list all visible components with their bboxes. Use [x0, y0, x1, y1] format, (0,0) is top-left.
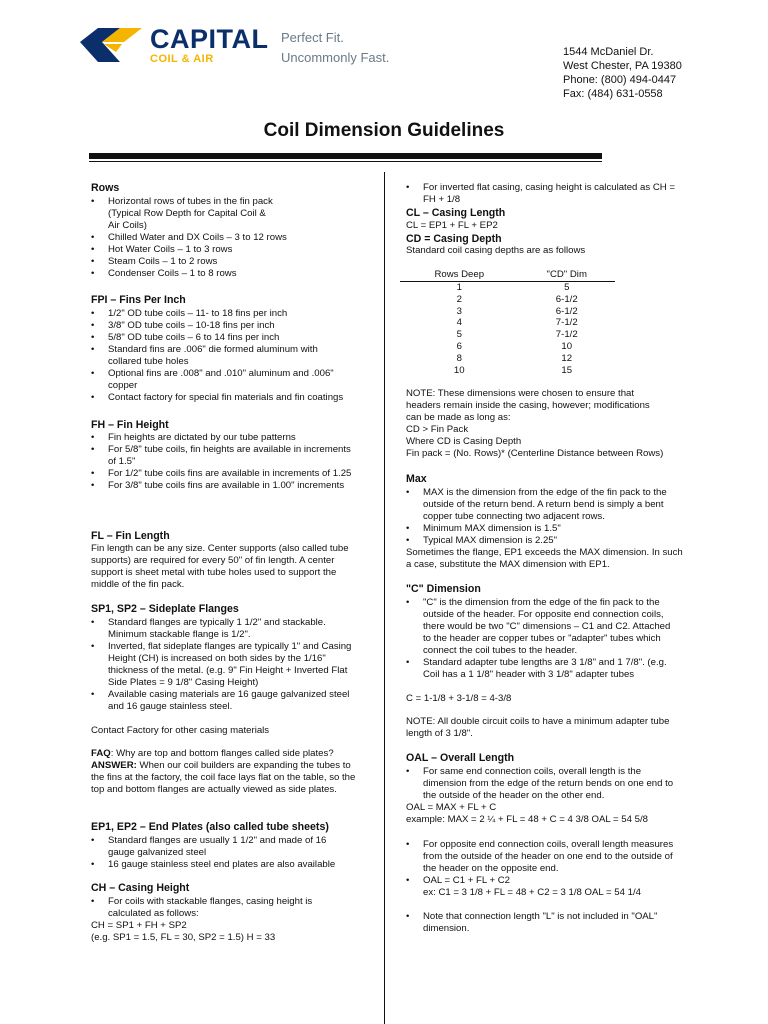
- fh-list: [91, 432, 361, 492]
- contact-factory-note: Contact Factory for other casing materials: [91, 725, 270, 736]
- table-row: 6 10: [456, 340, 573, 352]
- list-item: • Contact factory for special fin materials and fin coatings: [91, 392, 353, 404]
- cd-text: Standard coil casing depths are as follows: [406, 245, 586, 256]
- section-heading-cd: CD = Casing Depth: [406, 233, 502, 245]
- title-divider-thin: [89, 161, 602, 162]
- list-item: • 1/2" OD tube coils – 11- to 18 fins per inch: [91, 308, 353, 320]
- table-row: 4 7-1/2: [456, 317, 578, 329]
- list-item: • "C" is the dimension from the edge of the fin pack to the outside of the header. For opposite end connection coils, there would be two "C" dimensions – C1 and C2. Attached to the header are copper tubes or "adapter" tubes which connect the coil tubes to the header.: [406, 597, 678, 657]
- list-item: • Chilled Water and DX Coils – 3 to 12 rows: [91, 232, 371, 244]
- list-item: • Inverted, flat sideplate flanges are typically 1" and Casing Height (CH) is increased on both sides by the 1/16" thickness of the metal. (e.g. 9" Fin Height + Inverted Flat Side Plates = 9 1/8" Casing Height): [91, 641, 363, 689]
- ch-list: [91, 896, 331, 920]
- list-item: • Note that connection length "L" is not included in "OAL" dimension.: [406, 911, 678, 935]
- address-line: West Chester, PA 19380: [563, 60, 682, 72]
- fpi-list: [91, 308, 353, 404]
- section-heading-c-dimension: "C" Dimension: [406, 583, 481, 595]
- fl-text: Fin length can be any size. Center supports (also called tube supports) are required for every 50" of fin length. A center support is sheet metal with tube holes used to support the middle of the fin pack.: [91, 543, 349, 590]
- max-list: [406, 487, 678, 547]
- list-item: • 5/8" OD tube coils – 6 to 14 fins per inch: [91, 332, 353, 344]
- address-line: 1544 McDaniel Dr.: [563, 46, 654, 58]
- table-row: 5 7-1/2: [456, 329, 578, 341]
- ch-formula: CH = SP1 + FH + SP2: [91, 920, 187, 931]
- faq-question: : Why are top and bottom flanges called side plates?: [110, 748, 334, 759]
- section-heading-fl: FL – Fin Length: [91, 530, 170, 542]
- ch-example: (e.g. SP1 = 1.5, FL = 30, SP2 = 1.5) H = 33: [91, 932, 276, 943]
- tagline: [281, 28, 389, 68]
- faq-label: FAQ: [91, 748, 111, 759]
- list-item: • For coils with stackable flanges, casing height is calculated as follows:: [91, 896, 331, 920]
- table-row: 1 5: [456, 282, 570, 293]
- list-item: • Standard flanges are usually 1 1/2" and made of 16 gauge galvanized steel: [91, 835, 353, 859]
- section-heading-endplates: EP1, EP2 – End Plates (also called tube sheets): [91, 821, 329, 833]
- list-item: • 16 gauge stainless steel end plates are also available: [91, 859, 353, 871]
- oal-list-3: [406, 911, 678, 935]
- oal-list-2: [406, 839, 678, 899]
- answer-label: ANSWER:: [91, 760, 137, 771]
- rows-list: [91, 196, 371, 280]
- oal-formula: OAL = MAX + FL + C: [406, 802, 497, 813]
- list-item: • For 3/8" tube coils fins are available in 1.00" increments: [91, 480, 361, 492]
- table-row: 2 6-1/2: [456, 293, 578, 305]
- list-item: • Hot Water Coils – 1 to 3 rows: [91, 244, 371, 256]
- brand-name: CAPITAL: [150, 24, 269, 54]
- list-item: • Condenser Coils – 1 to 8 rows: [91, 268, 371, 280]
- capital-logo-icon: [80, 28, 146, 62]
- section-heading-max: Max: [406, 473, 427, 485]
- tagline-line: Perfect Fit.: [281, 30, 344, 45]
- faq-answer: When our coil builders are expanding the tubes to the fins at the factory, the coil face lays flat on the table, so the top and bottom flanges are actually viewed as side plates.: [91, 760, 356, 795]
- max-text: Sometimes the flange, EP1 exceeds the MAX dimension. In such a case, substitute the MAX dimension with EP1.: [406, 547, 683, 570]
- list-item: • Standard adapter tube lengths are 3 1/8" and 1 7/8". (e.g. Coil has a 1 1/8" header with 3 1/8" adapter tubes: [406, 657, 678, 681]
- list-item: • For opposite end connection coils, overall length measures from the outside of the header on one end to the outside of the header on the opposite end.: [406, 839, 678, 875]
- list-item: • For 1/2" tube coils fins are available in increments of 1.25: [91, 468, 361, 480]
- sideplates-list: [91, 617, 363, 713]
- company-address: [563, 45, 682, 101]
- oal-example: example: MAX = 2 ¼ + FL = 48 + C = 4 3/8 OAL = 54 5/8: [406, 814, 648, 825]
- table-row: 8 12: [456, 352, 573, 364]
- faq-block: [91, 748, 363, 796]
- endplates-list: [91, 835, 353, 871]
- column-header: "CD" Dim: [518, 268, 615, 282]
- list-item: • Horizontal rows of tubes in the fin pack (Typical Row Depth for Capital Coil & Air Coils): [91, 196, 371, 232]
- page-title: Coil Dimension Guidelines: [263, 120, 505, 141]
- section-heading-oal: OAL – Overall Length: [406, 752, 515, 764]
- list-item: • Typical MAX dimension is 2.25": [406, 535, 678, 547]
- list-item: • For same end connection coils, overall length is the dimension from the edge of the return bends on one end to the outside of the header on the other end.: [406, 766, 678, 802]
- list-item: • Available casing materials are 16 gauge galvanized steel and 16 gauge stainless steel.: [91, 689, 363, 713]
- list-item: • Standard fins are .006" die formed aluminum with collared tube holes: [91, 344, 353, 368]
- casing-note: NOTE: These dimensions were chosen to ensure that headers remain inside the casing, however; modifications can be made as long as: CD > Fin Pack Where CD is Casing Depth Fin pack = (No. Rows)* (Centerline Distance between Rows): [406, 388, 664, 459]
- list-item: • For 5/8" tube coils, fin heights are available in increments of 1.5": [91, 444, 361, 468]
- section-heading-ch: CH – Casing Height: [91, 882, 190, 894]
- section-heading-rows: Rows: [91, 182, 120, 194]
- cl-formula: CL = EP1 + FL + EP2: [406, 220, 498, 231]
- list-item: • Minimum MAX dimension is 1.5": [406, 523, 678, 535]
- oal-list-1: [406, 766, 678, 802]
- table-row: 10 15: [453, 364, 573, 376]
- c-formula: C = 1-1/8 + 3-1/8 = 4-3/8: [406, 693, 512, 704]
- table-header-row: [400, 268, 615, 282]
- list-item: • 3/8" OD tube coils – 10-18 fins per inch: [91, 320, 353, 332]
- column-header: Rows Deep: [400, 268, 518, 282]
- list-item: • MAX is the dimension from the edge of the fin pack to the outside of the return bend. A return bend is simply a bent copper tube connecting two adjacent rows.: [406, 487, 678, 523]
- tagline-line: Uncommonly Fast.: [281, 50, 390, 65]
- list-item: • Standard flanges are typically 1 1/2" and stackable. Minimum stackable flange is 1/2".: [91, 617, 363, 641]
- list-item: • Fin heights are dictated by our tube patterns: [91, 432, 361, 444]
- table-row: 3 6-1/2: [456, 305, 578, 317]
- casing-depth-table: [400, 268, 615, 376]
- section-heading-sideplates: SP1, SP2 – Sideplate Flanges: [91, 603, 239, 615]
- title-divider: [89, 153, 602, 159]
- address-phone: Phone: (800) 494-0447: [563, 74, 677, 86]
- c-note: NOTE: All double circuit coils to have a minimum adapter tube length of 3 1/8".: [406, 716, 670, 739]
- section-heading-cl: CL – Casing Length: [406, 207, 506, 219]
- section-heading-fpi: FPI – Fins Per Inch: [91, 294, 186, 306]
- list-item: • Steam Coils – 1 to 2 rows: [91, 256, 371, 268]
- list-item: • For inverted flat casing, casing height is calculated as CH = FH + 1/8: [406, 182, 676, 206]
- section-heading-fh: FH – Fin Height: [91, 419, 169, 431]
- list-item: • Optional fins are .008" and .010" aluminum and .006" copper: [91, 368, 353, 392]
- inverted-list: [406, 182, 676, 206]
- list-item: • OAL = C1 + FL + C2 ex: C1 = 3 1/8 + FL = 48 + C2 = 3 1/8 OAL = 54 1/4: [406, 875, 678, 899]
- address-fax: Fax: (484) 631-0558: [563, 88, 663, 100]
- brand-subtitle: COIL & AIR: [150, 53, 214, 65]
- column-divider: [384, 172, 385, 1024]
- c-dimension-list: [406, 597, 678, 681]
